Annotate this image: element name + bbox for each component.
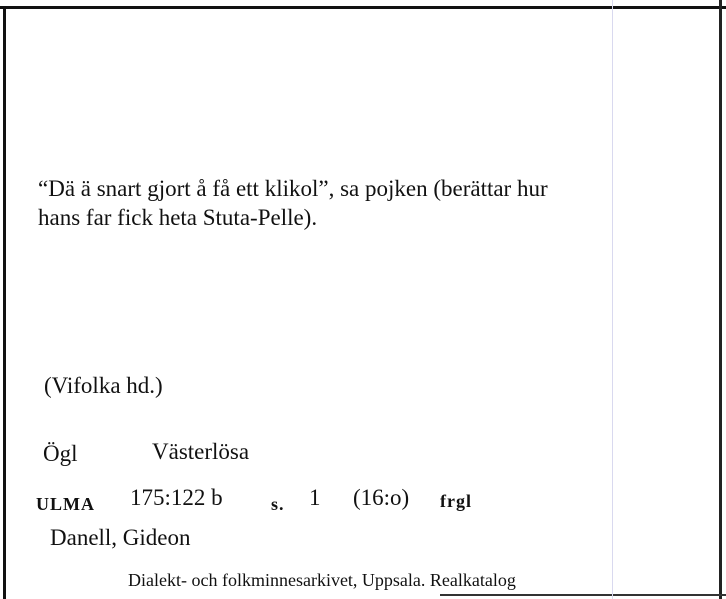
- category-code: frgl: [440, 491, 472, 511]
- parish-code: Ögl: [43, 441, 78, 466]
- section-number: (16:o): [353, 485, 410, 510]
- card-border-right: [719, 0, 722, 599]
- fold-line: [612, 0, 613, 599]
- parish-name: Västerlösa: [152, 439, 250, 464]
- district-label: (Vifolka hd.): [44, 373, 163, 398]
- quote-line-1: “Dä ä snart gjort å få ett klikol”, sa pojken (berättar hur: [38, 176, 548, 201]
- archive-code: ULMA: [36, 494, 95, 514]
- archive-footer: Dialekt- och folkminnesarkivet, Uppsala. Realkatalog: [128, 570, 516, 590]
- page-number: 1: [309, 485, 321, 510]
- record-number: 175:122 b: [130, 485, 223, 510]
- informant-name: Danell, Gideon: [50, 525, 191, 550]
- card-border-left: [3, 6, 6, 599]
- page-label: s.: [271, 494, 285, 514]
- card-border-top: [0, 6, 726, 9]
- card-border-bottom: [440, 594, 726, 596]
- quote-line-2: hans far fick heta Stuta-Pelle).: [38, 205, 318, 230]
